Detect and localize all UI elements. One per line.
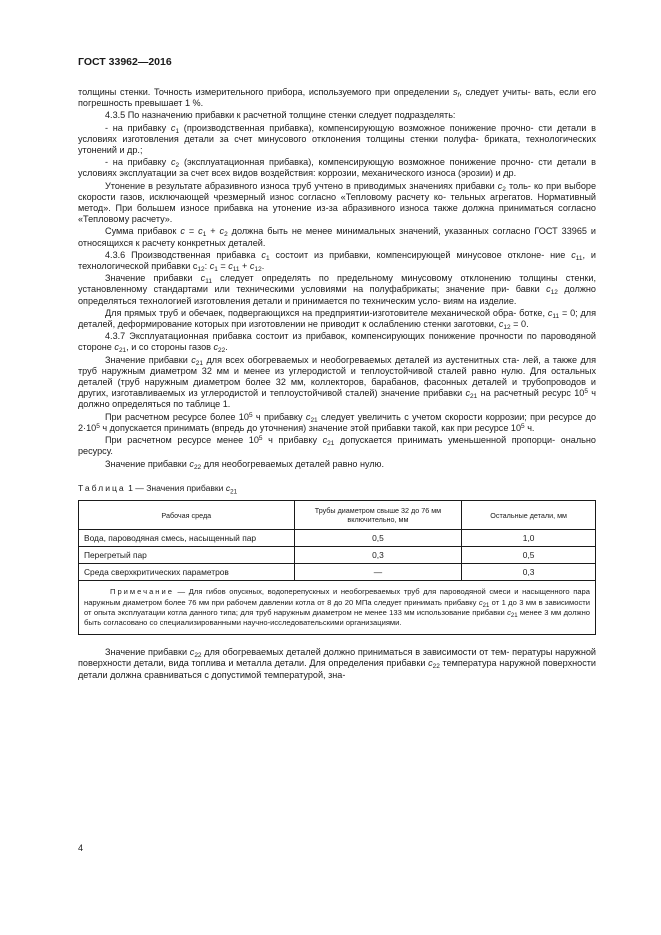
table-row	[79, 530, 596, 547]
table-cell: Перегретый пар	[79, 547, 295, 564]
table-row	[79, 564, 596, 581]
table-header-row	[79, 501, 596, 530]
table-cell: —	[294, 564, 462, 581]
table-row	[79, 547, 596, 564]
page-number: 4	[78, 843, 84, 853]
paragraph-abrasive: Утонение в результате абразивного износа труб учтено в приводимых значениях прибавки $c_2$ толь- ко при выборе скорости газов, исключающей чрезмерный износ согласно «Тепловому расчету ко- тельных агрегатов. Нормативный метод». При большем износе прибавка на утонение из-за абразивного износа также должна приниматься согласно «Тепловому расчету».	[78, 180, 596, 225]
paragraph-c2: - на прибавку $c_2$ (эксплуатационная прибавка), компенсирующую возможное понижение прочно- сти детали в условиях эксплуатации за счет всех видов воздействия: коррозии, механического износа (эрозии) и др.	[78, 157, 596, 179]
table-caption: Таблица 1 — Значения прибавки $c_{21}$	[78, 482, 238, 496]
page-header: ГОСТ 33962—2016	[78, 56, 172, 68]
paragraph-c21: Значение прибавки $c_{21}$ для всех обогреваемых и необогреваемых деталей из аустенитных ста- лей, а также для труб наружным диаметром 32 мм и менее из углеродистой и теплоустойчивой сталей равно нулю. Для остальных деталей (труб наружным диаметром более 32 мм, коллекторов, барабанов, фасонных деталей и трубопроводов и других, изготавливаемых из углеродистой и теплоустойчивой сталей) значение прибавки $c_{21}$ на расчетный ресурс $10^5$ ч должно определяться по таблице 1.	[78, 354, 596, 410]
paragraph-c11: Значение прибавки $c_{11}$ следует определять по предельному минусовому отклонению толщины стенки, установленному стандартами или техническими условиями на полуфабрикаты; значение при- бавки $c_{12}$ должно определяться технологией изготовления детали и принимается по техническим усло- виям на изделие.	[78, 273, 596, 306]
paragraph-c22-zero: Значение прибавки $c_{22}$ для необогреваемых деталей равно нулю.	[105, 458, 385, 471]
table-cell: 0,3	[462, 564, 596, 581]
paragraph-4-3-5: 4.3.5 По назначению прибавки к расчетной толщине стенки следует подразделять:	[105, 110, 456, 121]
allowance-table	[78, 500, 596, 635]
column-header: Остальные детали, мм	[462, 501, 596, 530]
table-cell: 1,0	[462, 530, 596, 547]
paragraph-c1: - на прибавку $c_1$ (производственная прибавка), компенсирующую возможное понижение прочно- сти детали в условиях изготовления детали за счет минусового отклонения толщины стенки полуфа- бриката, технологических утонений и др.;	[78, 122, 596, 156]
paragraph-4-3-7: 4.3.7 Эксплуатационная прибавка состоит из прибавок, компенсирующих понижение прочности по пароводяной стороне $c_{21}$, и со стороны газов $c_{22}$.	[78, 331, 596, 355]
main-text	[78, 87, 596, 682]
paragraph-straight-pipes: Для прямых труб и обечаек, подвергающихся на предприятии-изготовителе механической обра- ботке, $c_{11} = 0$; для деталей, деформирование которых при изготовлении не приводит к ослаблению стенки заготовки, $c_{12} = 0$.	[78, 307, 597, 332]
table-cell: Среда сверхкритических параметров	[79, 564, 295, 581]
paragraph-sum: Сумма прибавок $c = c_1 + c_2$ должна быть не менее минимальных значений, указанных согласно ГОСТ 33965 и относящихся к расчету конкретных деталей.	[78, 226, 596, 248]
paragraph-c22-heated: Значение прибавки $c_{22}$ для обогреваемых деталей должно приниматься в зависимости от тем- пературы наружной поверхности детали, вида топлива и металла детали. Для определения прибавки $c_{22}$ температура наружной поверхности детали должна сравниваться с допустимой температурой, зна-	[78, 647, 596, 680]
paragraph-resource-more: При расчетном ресурсе более $10^5$ ч прибавку $c_{21}$ следует увеличить с учетом скорости коррозии; при ресурсе до $2\cdot 10^5$ ч допускается принимать (впредь до уточнения) значение этой прибавки такой, как при ресурсе $10^5$ ч.	[78, 411, 596, 433]
paragraph-4-3-6: 4.3.6 Производственная прибавка $c_1$ состоит из прибавки, компенсирующей минусовое отклоне- ние $c_{11}$, и технологической прибавки $c_{12}$: $c_1 = c_{11} + c_{12}$.	[78, 249, 596, 274]
table-cell: 0,5	[294, 530, 462, 547]
table-cell: Вода, пароводяная смесь, насыщенный пар	[79, 530, 295, 547]
table-note: Примечание — Для гибов опускных, водоперепускных и необогреваемых труб для пароводяной смеси и насыщенного пара наружным диаметром более 76 мм при рабочем давлении котла от 8 до 20 МПа следует принимать прибавку $c_{21}$ от 1 до 3 мм в зависимости от опыта эксплуатации котла данного типа; для труб наружным диаметром не менее 133 мм использование прибавки $c_{21}$ менее 3 мм должно быть согласовано со специализированными научно-исследовательскими организациями.	[79, 581, 596, 635]
table-cell: 0,5	[462, 547, 596, 564]
table-note-row	[79, 581, 596, 635]
paragraph-1: толщины стенки. Точность измерительного прибора, используемого при определении $s_f$, следует учиты- вать, если его погрешность превышает 1 %.	[78, 87, 596, 109]
column-header: Трубы диаметром свыше 32 до 76 мм включительно, мм	[294, 501, 462, 530]
table-cell: 0,3	[294, 547, 462, 564]
column-header: Рабочая среда	[79, 501, 295, 530]
paragraph-resource-less: При расчетном ресурсе менее $10^5$ ч прибавку $c_{21}$ допускается принимать уменьшенной пропорци- онально ресурсу.	[78, 435, 596, 457]
